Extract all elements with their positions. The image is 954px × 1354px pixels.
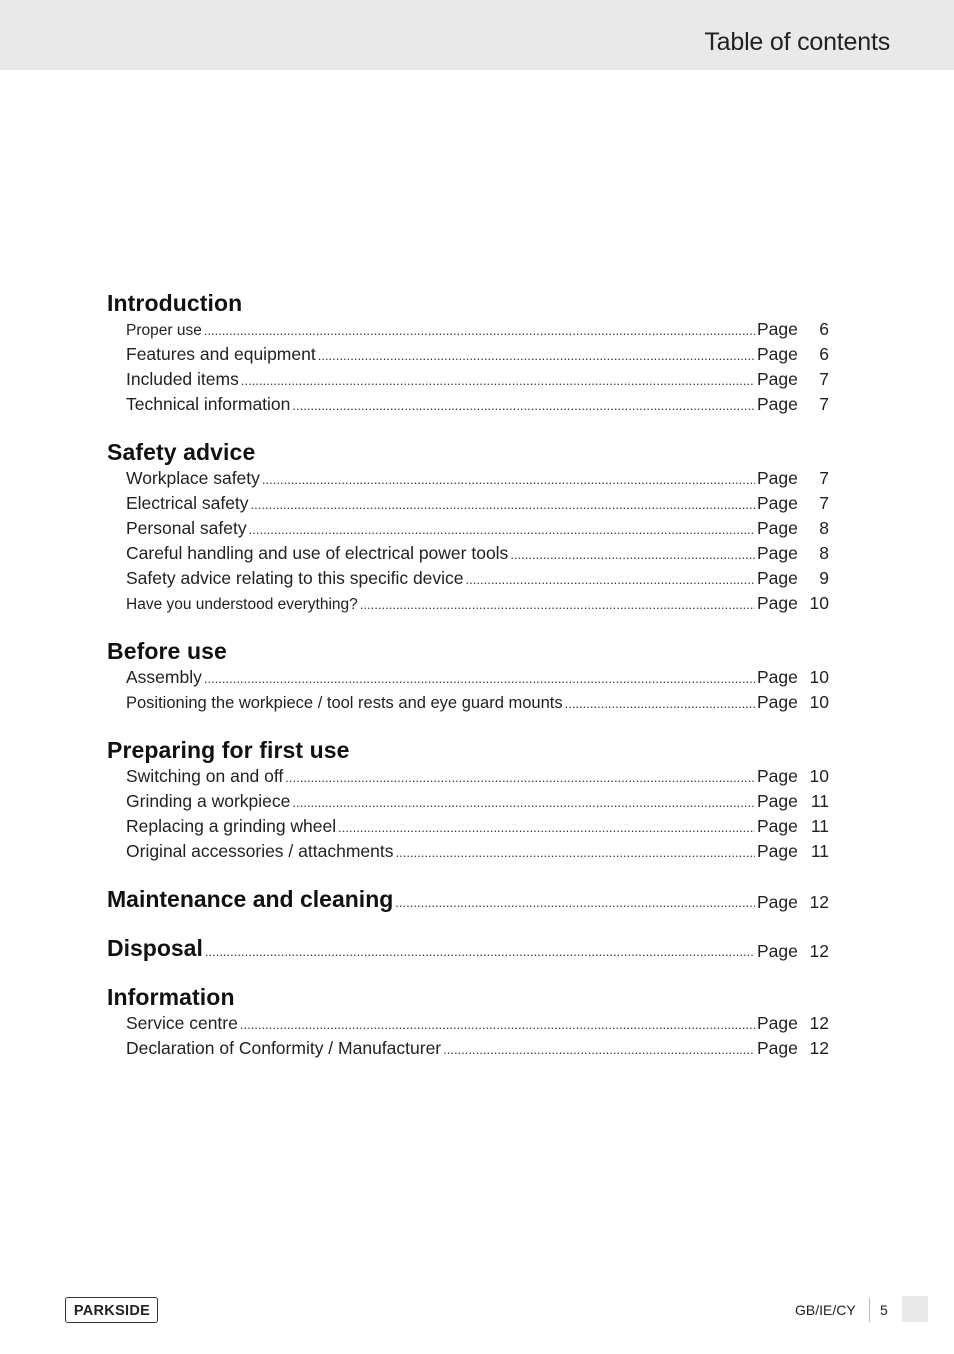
locale-code: GB/IE/CY bbox=[795, 1302, 856, 1318]
toc-entry[interactable] bbox=[107, 566, 829, 591]
footer-divider bbox=[869, 1298, 870, 1322]
leader-dots bbox=[249, 517, 755, 542]
page-number: 12 bbox=[809, 941, 829, 961]
section-information bbox=[107, 983, 829, 1061]
page-word: Page bbox=[757, 468, 798, 488]
toc-entry-label: Features and equipment bbox=[126, 344, 316, 364]
page-number: 7 bbox=[819, 493, 829, 513]
section-heading: Preparing for first use bbox=[107, 737, 350, 763]
section-heading: Safety advice bbox=[107, 439, 256, 465]
leader-dots bbox=[360, 592, 755, 617]
toc-entry-label: Replacing a grinding wheel bbox=[126, 816, 337, 836]
page-number-footer: 5 bbox=[880, 1302, 888, 1318]
parkside-logo bbox=[65, 1297, 158, 1323]
toc-entry-label: Workplace safety bbox=[126, 468, 260, 488]
leader-dots bbox=[318, 343, 755, 368]
page-number: 7 bbox=[819, 394, 829, 414]
page-word: Page bbox=[757, 518, 798, 538]
page-number: 8 bbox=[819, 518, 829, 538]
page-number: 11 bbox=[810, 791, 829, 811]
leader-dots bbox=[292, 790, 755, 815]
table-of-contents bbox=[107, 289, 829, 1082]
section-heading: Maintenance and cleaning bbox=[107, 886, 394, 912]
toc-entry[interactable] bbox=[107, 1011, 829, 1036]
toc-entry[interactable] bbox=[107, 466, 829, 491]
leader-dots bbox=[251, 492, 755, 517]
page-word: Page bbox=[757, 941, 798, 961]
toc-entry[interactable] bbox=[107, 516, 829, 541]
toc-entry-label: Positioning the workpiece / tool rests and eye guard mounts bbox=[126, 694, 563, 712]
toc-entry-label: Personal safety bbox=[126, 518, 247, 538]
toc-entry-label: Assembly bbox=[126, 667, 202, 687]
page-number: 12 bbox=[809, 1013, 829, 1033]
toc-entry[interactable] bbox=[107, 541, 829, 566]
page-word: Page bbox=[757, 816, 798, 836]
leader-dots bbox=[395, 889, 755, 917]
toc-entry[interactable] bbox=[107, 1036, 829, 1061]
leader-dots bbox=[565, 691, 755, 716]
page-word: Page bbox=[757, 369, 798, 389]
toc-entry-label: Original accessories / attachments bbox=[126, 841, 394, 861]
page-word: Page bbox=[757, 667, 798, 687]
page-number: 10 bbox=[809, 692, 829, 712]
toc-entry-label: Grinding a workpiece bbox=[126, 791, 291, 811]
toc-entry-label: Have you understood everything? bbox=[126, 596, 358, 613]
toc-entry-label: Switching on and off bbox=[126, 766, 284, 786]
footer-tab-marker bbox=[902, 1296, 928, 1322]
page-number: 11 bbox=[810, 841, 829, 861]
section-disposal bbox=[107, 934, 829, 962]
section-heading: Before use bbox=[107, 638, 227, 664]
toc-entry[interactable] bbox=[107, 839, 829, 864]
toc-entry-label: Declaration of Conformity / Manufacturer bbox=[126, 1038, 442, 1058]
page-number: 7 bbox=[819, 369, 829, 389]
toc-entry[interactable] bbox=[107, 789, 829, 814]
page-number: 11 bbox=[810, 816, 829, 836]
leader-dots bbox=[262, 467, 755, 492]
toc-entry-label: Safety advice relating to this specific device bbox=[126, 568, 464, 588]
section-heading: Disposal bbox=[107, 935, 203, 961]
toc-entry[interactable] bbox=[107, 885, 829, 913]
section-introduction bbox=[107, 289, 829, 417]
toc-entry-label: Technical information bbox=[126, 394, 291, 414]
page-number: 8 bbox=[819, 543, 829, 563]
leader-dots bbox=[510, 542, 755, 567]
page-word: Page bbox=[757, 319, 798, 339]
leader-dots bbox=[395, 840, 755, 865]
page-number: 10 bbox=[809, 766, 829, 786]
leader-dots bbox=[204, 318, 755, 343]
page-word: Page bbox=[757, 593, 798, 613]
toc-entry[interactable] bbox=[107, 392, 829, 417]
toc-entry-label: Proper use bbox=[126, 322, 202, 339]
leader-dots bbox=[240, 1012, 755, 1037]
section-heading: Information bbox=[107, 984, 235, 1010]
page-number: 6 bbox=[819, 344, 829, 364]
toc-entry[interactable] bbox=[107, 342, 829, 367]
toc-entry-label: Included items bbox=[126, 369, 239, 389]
leader-dots bbox=[338, 815, 755, 840]
leader-dots bbox=[241, 368, 755, 393]
section-preparing-for-first-use bbox=[107, 736, 829, 864]
leader-dots bbox=[466, 567, 755, 592]
page-number: 7 bbox=[819, 468, 829, 488]
page-word: Page bbox=[757, 493, 798, 513]
toc-entry-label: Service centre bbox=[126, 1013, 238, 1033]
leader-dots bbox=[443, 1037, 755, 1062]
page-word: Page bbox=[757, 841, 798, 861]
toc-entry[interactable] bbox=[107, 814, 829, 839]
parkside-logo-wordmark bbox=[69, 1300, 155, 1320]
leader-dots bbox=[205, 938, 755, 966]
section-before-use bbox=[107, 637, 829, 715]
section-heading: Introduction bbox=[107, 290, 243, 316]
leader-dots bbox=[285, 765, 755, 790]
page-word: Page bbox=[757, 568, 798, 588]
page-number: 9 bbox=[819, 568, 829, 588]
page-word: Page bbox=[757, 791, 798, 811]
page-word: Page bbox=[757, 1013, 798, 1033]
toc-entry[interactable] bbox=[107, 317, 829, 342]
toc-entry[interactable] bbox=[107, 491, 829, 516]
toc-entry[interactable] bbox=[107, 690, 829, 715]
page-number: 6 bbox=[819, 319, 829, 339]
page-word: Page bbox=[757, 692, 798, 712]
toc-entry[interactable] bbox=[107, 367, 829, 392]
page-number: 12 bbox=[809, 892, 829, 912]
toc-entry[interactable] bbox=[107, 764, 829, 789]
page-title: Table of contents bbox=[704, 28, 890, 56]
page-number: 10 bbox=[809, 593, 829, 613]
page-word: Page bbox=[757, 766, 798, 786]
page-number: 12 bbox=[809, 1038, 829, 1058]
page-word: Page bbox=[757, 543, 798, 563]
toc-entry-label: Electrical safety bbox=[126, 493, 249, 513]
section-safety-advice bbox=[107, 438, 829, 616]
leader-dots bbox=[204, 666, 755, 691]
toc-entry[interactable] bbox=[107, 934, 829, 962]
page-word: Page bbox=[757, 394, 798, 414]
logo-text: PARKSIDE bbox=[73, 1303, 150, 1319]
page-word: Page bbox=[757, 344, 798, 364]
toc-entry[interactable] bbox=[107, 665, 829, 690]
toc-entry[interactable] bbox=[107, 591, 829, 616]
page-word: Page bbox=[757, 892, 798, 912]
section-maintenance-and-cleaning bbox=[107, 885, 829, 913]
page-word: Page bbox=[757, 1038, 798, 1058]
toc-entry-label: Careful handling and use of electrical power tools bbox=[126, 543, 509, 563]
page-number: 10 bbox=[809, 667, 829, 687]
leader-dots bbox=[292, 393, 755, 418]
